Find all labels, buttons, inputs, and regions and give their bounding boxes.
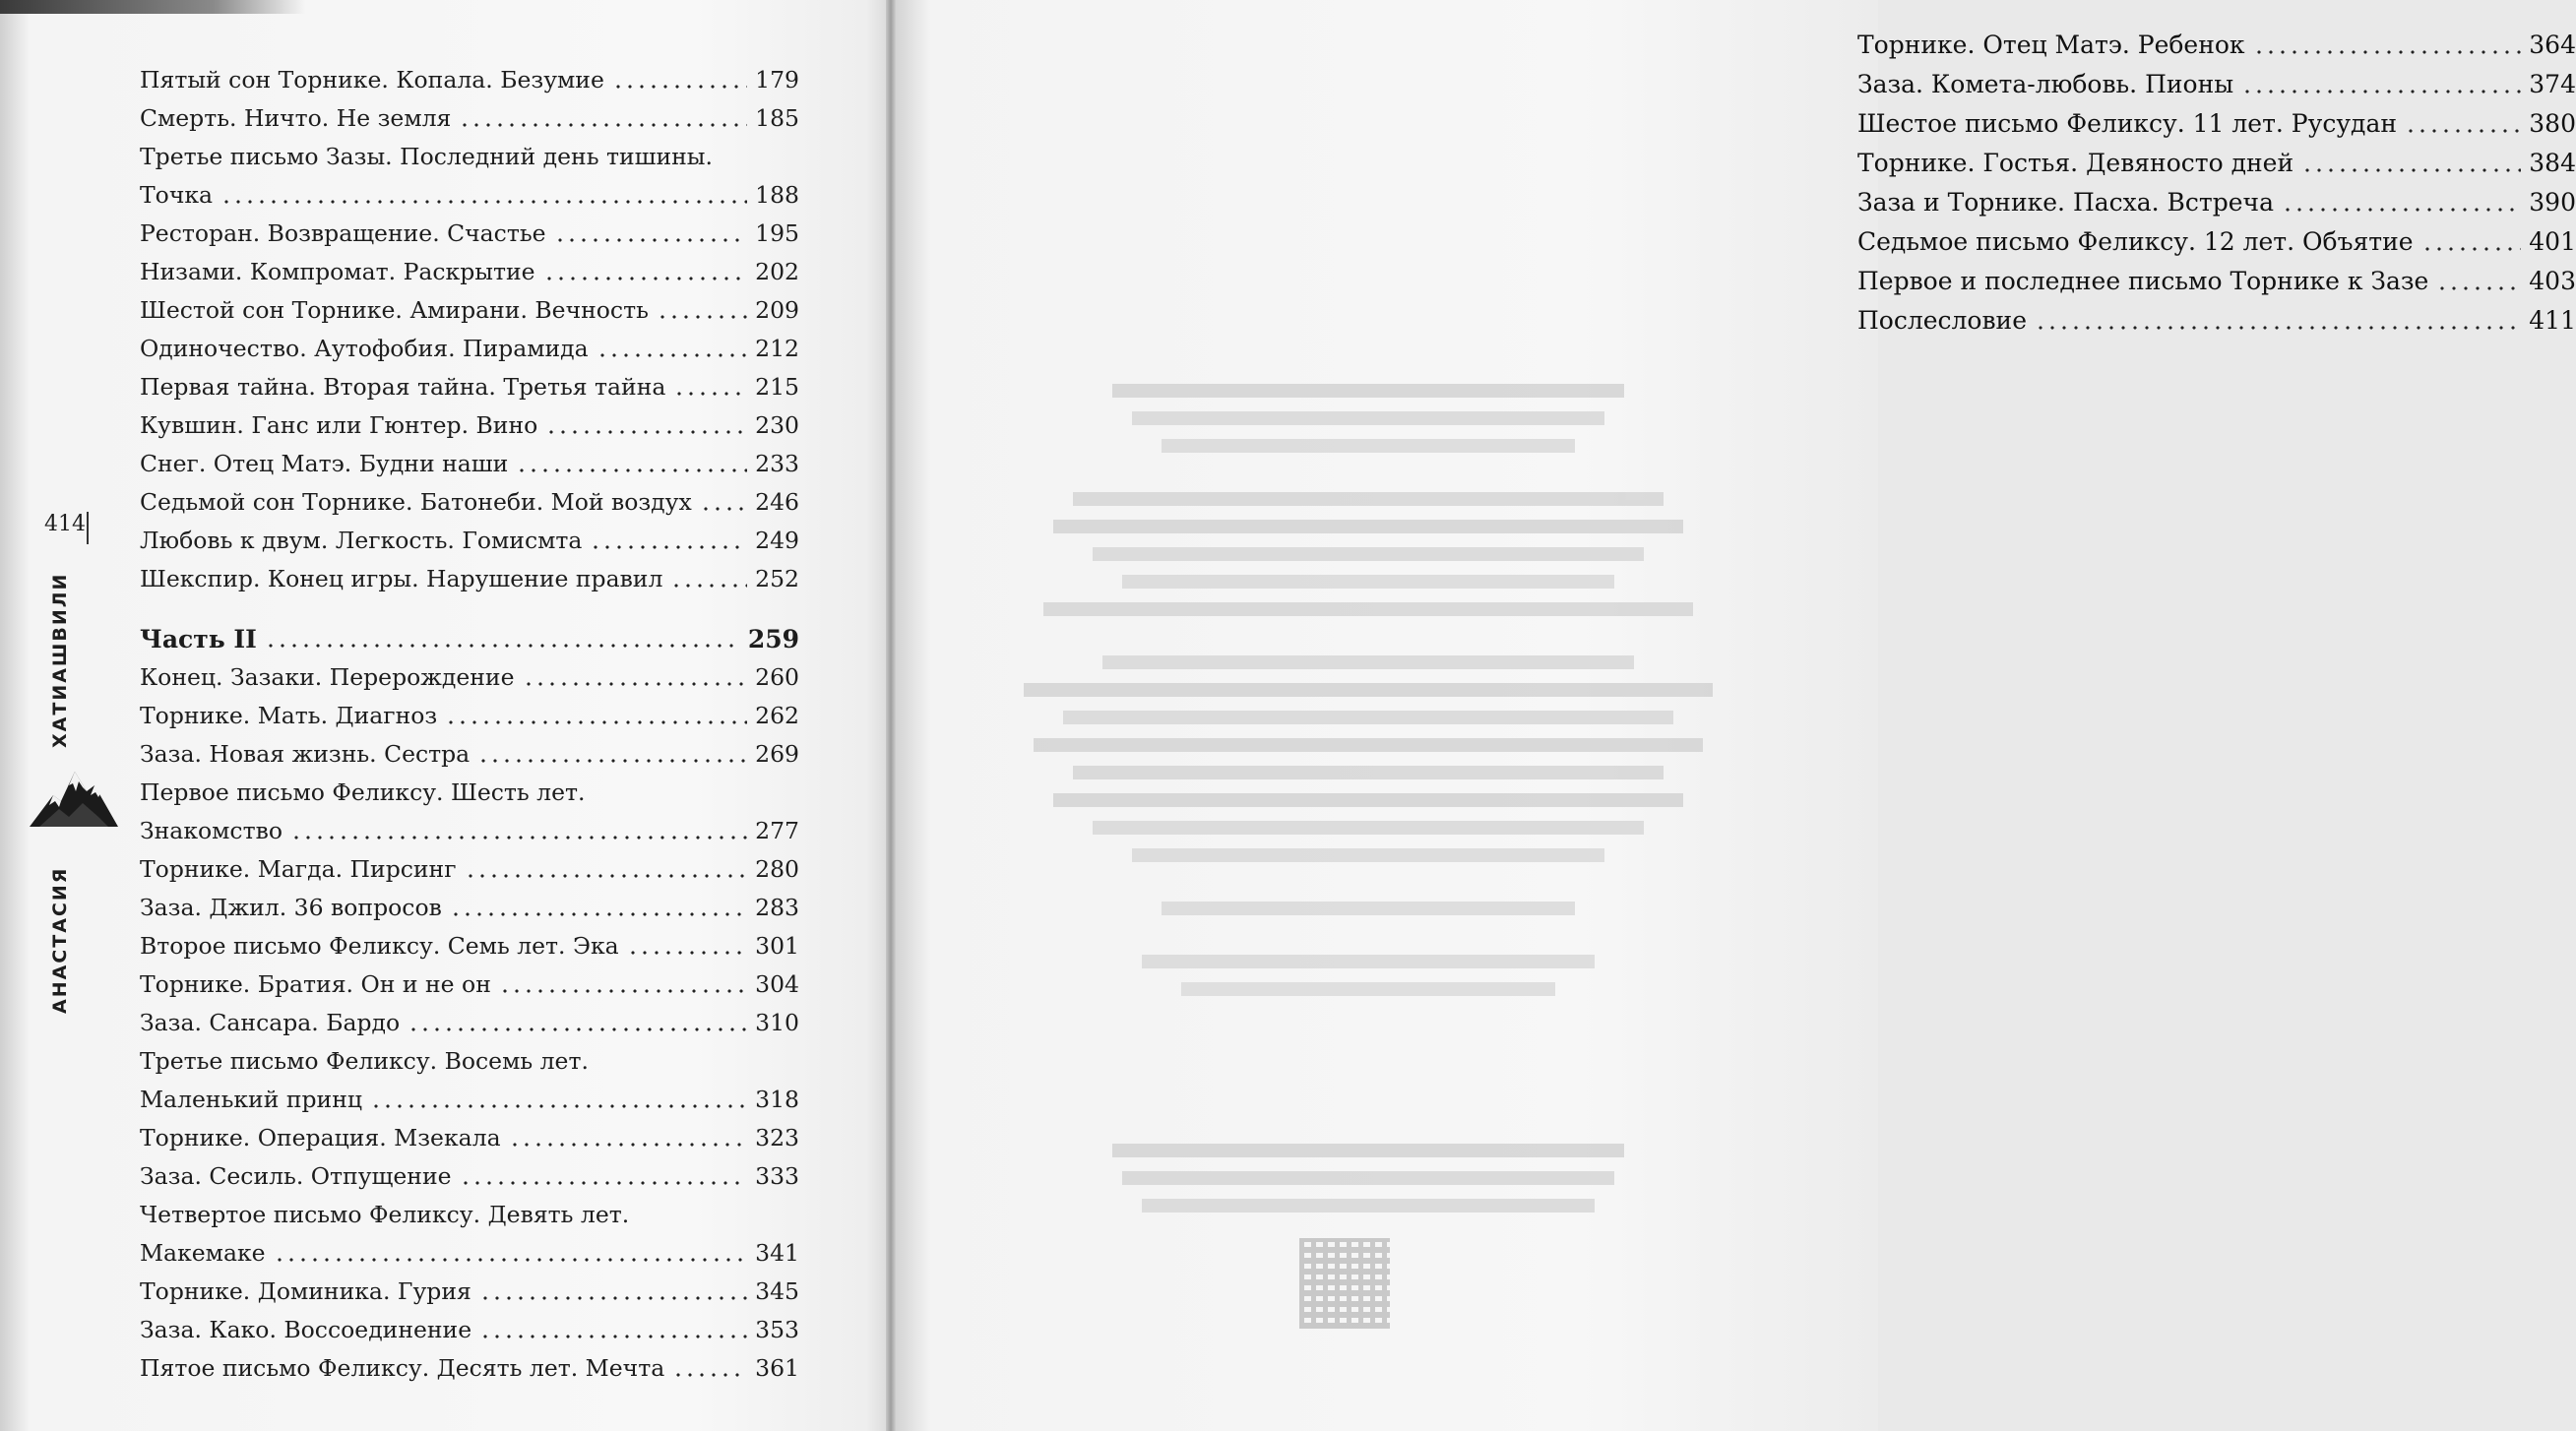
toc-entry-title: Макемаке — [140, 1239, 266, 1267]
toc-entry — [140, 1157, 799, 1196]
toc-entry-title: Заза. Како. Воссоединение — [140, 1316, 472, 1343]
dot-leader — [509, 1143, 747, 1147]
dot-leader — [479, 1296, 747, 1300]
toc-entry-page: 401 — [2529, 227, 2576, 256]
toc-entry-page: 304 — [755, 970, 799, 998]
toc-entry-title: Заза. Сесиль. Отпущение — [140, 1162, 452, 1190]
toc-entry-page: 318 — [755, 1086, 799, 1113]
toc-entry-page: 252 — [755, 565, 799, 592]
toc-entry-title: Шестое письмо Феликсу. 11 лет. Русудан — [1857, 109, 2398, 138]
toc-entry — [140, 330, 799, 368]
toc-entry — [140, 1273, 799, 1311]
toc-entry-title: Третье письмо Феликсу. Восемь лет. — [140, 1047, 589, 1075]
dot-leader — [590, 545, 747, 549]
toc-entry — [140, 445, 799, 483]
toc-entry-page: 333 — [755, 1162, 799, 1190]
toc-entry-page: 249 — [755, 527, 799, 554]
toc-entry — [140, 1081, 799, 1119]
toc-entry-title: Четвертое письмо Феликсу. Девять лет. — [140, 1201, 630, 1228]
toc-entry-title: Седьмой сон Торнике. Батонеби. Мой воздух — [140, 488, 692, 516]
toc-entry — [1857, 65, 2576, 104]
toc-entry-title: Любовь к двум. Легкость. Гомисмта — [140, 527, 583, 554]
toc-entry-title: Заза. Новая жизнь. Сестра — [140, 740, 471, 768]
toc-entry — [1857, 262, 2576, 301]
scan-shadow — [0, 0, 305, 14]
author-last-name: ХАТИАШВИЛИ — [49, 572, 71, 748]
toc-entry-page: 301 — [755, 932, 799, 960]
dot-leader — [545, 430, 747, 434]
dot-leader — [597, 353, 747, 357]
toc-entry-title: Шестой сон Торнике. Амирани. Вечность — [140, 296, 649, 324]
toc-entry-page: 323 — [755, 1124, 799, 1151]
book-gutter — [886, 0, 896, 1431]
dot-leader — [459, 123, 747, 127]
toc-entry — [1857, 104, 2576, 144]
toc-entry-page: 353 — [755, 1316, 799, 1343]
toc-entry-title: Третье письмо Зазы. Последний день тишины. — [140, 143, 713, 170]
toc-entry — [140, 812, 799, 850]
toc-entry-title: Одиночество. Аутофобия. Пирамида — [140, 335, 589, 362]
toc-entry-page: 262 — [755, 702, 799, 729]
mountain-icon — [30, 766, 118, 827]
toc-entry-title: Низами. Компромат. Раскрытие — [140, 258, 535, 285]
dot-leader — [450, 912, 747, 916]
toc-entry-page: 374 — [2529, 70, 2576, 98]
toc-entry-title: Торнике. Доминика. Гурия — [140, 1277, 471, 1305]
toc-entry — [140, 735, 799, 774]
toc-entry-title: Шекспир. Конец игры. Нарушение правил — [140, 565, 663, 592]
toc-entry-page: 195 — [755, 219, 799, 247]
toc-entry-page: 361 — [755, 1354, 799, 1382]
toc-entry-title: Торнике. Магда. Пирсинг — [140, 855, 457, 883]
toc-entry-page: 380 — [2529, 109, 2576, 138]
dot-leader — [516, 468, 747, 472]
dot-leader — [2282, 208, 2521, 212]
toc-entry — [140, 965, 799, 1004]
toc-entry-title: Торнике. Мать. Диагноз — [140, 702, 438, 729]
toc-entry — [140, 697, 799, 735]
toc-entry-page: 188 — [755, 181, 799, 209]
toc-entry-page: 345 — [755, 1277, 799, 1305]
toc-entry — [140, 406, 799, 445]
toc-entry-page: 260 — [755, 663, 799, 691]
dot-leader — [499, 989, 747, 993]
toc-entry-page: 230 — [755, 411, 799, 439]
toc-entry-page: 233 — [755, 450, 799, 477]
toc-entry-page: 259 — [747, 625, 799, 653]
dot-leader — [408, 1027, 747, 1031]
toc-entry — [140, 368, 799, 406]
dot-leader — [460, 1181, 747, 1185]
toc-entry-title: Первая тайна. Вторая тайна. Третья тайна — [140, 373, 666, 401]
toc-entry-title: Торнике. Гостья. Девяносто дней — [1857, 149, 2294, 177]
toc-entry-page: 269 — [755, 740, 799, 768]
dot-leader — [2405, 129, 2521, 133]
toc-entry-title: Конец. Зазаки. Перерождение — [140, 663, 515, 691]
toc-entry — [140, 99, 799, 138]
dot-leader — [627, 951, 747, 955]
dot-leader — [523, 682, 747, 686]
toc-entry — [1857, 144, 2576, 183]
dot-leader — [554, 238, 747, 242]
toc-entry — [1857, 26, 2576, 65]
dot-leader — [370, 1104, 747, 1108]
toc-entry-page: 212 — [755, 335, 799, 362]
dot-leader — [672, 1373, 747, 1377]
toc-entry-title: Заза. Комета-любовь. Пионы — [1857, 70, 2234, 98]
toc-entry — [140, 1196, 799, 1234]
toc-entry-title: Торнике. Операция. Мзекала — [140, 1124, 501, 1151]
toc-entry-title: Точка — [140, 181, 214, 209]
dot-leader — [2035, 326, 2521, 330]
toc-entry — [140, 1042, 799, 1081]
dot-leader — [657, 315, 747, 319]
table-of-contents-right — [1857, 26, 2576, 341]
toc-entry — [1857, 301, 2576, 341]
toc-entry-page: 215 — [755, 373, 799, 401]
toc-entry — [140, 483, 799, 522]
dot-leader — [673, 392, 747, 396]
toc-entry-page: 277 — [755, 817, 799, 844]
dot-leader — [700, 507, 747, 511]
toc-entry-title: Знакомство — [140, 817, 283, 844]
toc-entry — [140, 927, 799, 965]
qr-code-bleed-through — [1299, 1238, 1390, 1329]
toc-entry-title: Снег. Отец Матэ. Будни наши — [140, 450, 509, 477]
toc-entry-title: Часть II — [140, 625, 257, 653]
toc-entry-title: Первое и последнее письмо Торнике к Зазе — [1857, 267, 2429, 295]
toc-entry — [140, 1311, 799, 1349]
toc-entry-title: Седьмое письмо Феликсу. 12 лет. Объятие — [1857, 227, 2414, 256]
toc-entry-page: 246 — [755, 488, 799, 516]
toc-entry-title: Торнике. Братия. Он и не он — [140, 970, 491, 998]
toc-entry — [140, 774, 799, 812]
dot-leader — [2436, 286, 2521, 290]
toc-entry-page: 310 — [755, 1009, 799, 1036]
toc-entry-page: 179 — [755, 66, 799, 93]
toc-entry-page: 209 — [755, 296, 799, 324]
dot-leader — [543, 277, 747, 280]
toc-entry — [140, 522, 799, 560]
toc-entry — [140, 138, 799, 176]
toc-entry-page: 185 — [755, 104, 799, 132]
toc-entry-title: Заза и Торнике. Пасха. Встреча — [1857, 188, 2274, 217]
toc-entry — [140, 850, 799, 889]
toc-entry-title: Ресторан. Возвращение. Счастье — [140, 219, 546, 247]
toc-entry-page: 341 — [755, 1239, 799, 1267]
dot-leader — [2253, 50, 2521, 54]
toc-entry — [140, 620, 799, 658]
toc-entry-title: Второе письмо Феликсу. Семь лет. Эка — [140, 932, 619, 960]
toc-entry — [140, 1234, 799, 1273]
toc-entry — [140, 215, 799, 253]
table-of-contents-left — [140, 61, 799, 1388]
page-number: 414 — [43, 512, 89, 544]
toc-entry — [140, 1349, 799, 1388]
toc-entry — [140, 61, 799, 99]
toc-entry-page: 411 — [2529, 306, 2576, 335]
dot-leader — [477, 759, 747, 763]
dot-leader — [265, 644, 740, 648]
toc-entry-title: Смерть. Ничто. Не земля — [140, 104, 452, 132]
dot-leader — [445, 720, 747, 724]
toc-entry — [140, 253, 799, 291]
toc-entry — [140, 658, 799, 697]
toc-entry-page: 390 — [2529, 188, 2576, 217]
left-page — [0, 0, 891, 1431]
dot-leader — [612, 85, 747, 89]
dot-leader — [2421, 247, 2521, 251]
dot-leader — [290, 836, 747, 840]
toc-entry-page: 384 — [2529, 149, 2576, 177]
toc-entry-page: 364 — [2529, 31, 2576, 59]
author-first-name: АНАСТАСИЯ — [49, 866, 71, 1014]
toc-entry-title: Пятое письмо Феликсу. Десять лет. Мечта — [140, 1354, 665, 1382]
toc-entry — [1857, 222, 2576, 262]
dot-leader — [2301, 168, 2521, 172]
dot-leader — [220, 200, 747, 204]
toc-entry — [140, 1004, 799, 1042]
toc-entry-page: 280 — [755, 855, 799, 883]
toc-entry — [140, 1119, 799, 1157]
toc-entry-title: Кувшин. Ганс или Гюнтер. Вино — [140, 411, 538, 439]
toc-entry-page: 403 — [2529, 267, 2576, 295]
toc-entry-page: 283 — [755, 894, 799, 921]
toc-entry-title: Пятый сон Торнике. Копала. Безумие — [140, 66, 604, 93]
toc-entry — [140, 291, 799, 330]
toc-entry-title: Заза. Сансара. Бардо — [140, 1009, 401, 1036]
toc-entry — [140, 889, 799, 927]
toc-entry-title: Послесловие — [1857, 306, 2027, 335]
toc-entry-page: 202 — [755, 258, 799, 285]
toc-entry — [1857, 183, 2576, 222]
toc-entry-title: Торнике. Отец Матэ. Ребенок — [1857, 31, 2245, 59]
dot-leader — [479, 1335, 747, 1338]
toc-entry — [140, 176, 799, 215]
toc-entry — [140, 560, 799, 598]
dot-leader — [2241, 90, 2521, 93]
dot-leader — [465, 874, 747, 878]
dot-leader — [670, 584, 747, 588]
toc-entry-title: Заза. Джил. 36 вопросов — [140, 894, 442, 921]
dot-leader — [274, 1258, 747, 1262]
toc-entry-title: Маленький принц — [140, 1086, 362, 1113]
toc-entry-title: Первое письмо Феликсу. Шесть лет. — [140, 778, 586, 806]
